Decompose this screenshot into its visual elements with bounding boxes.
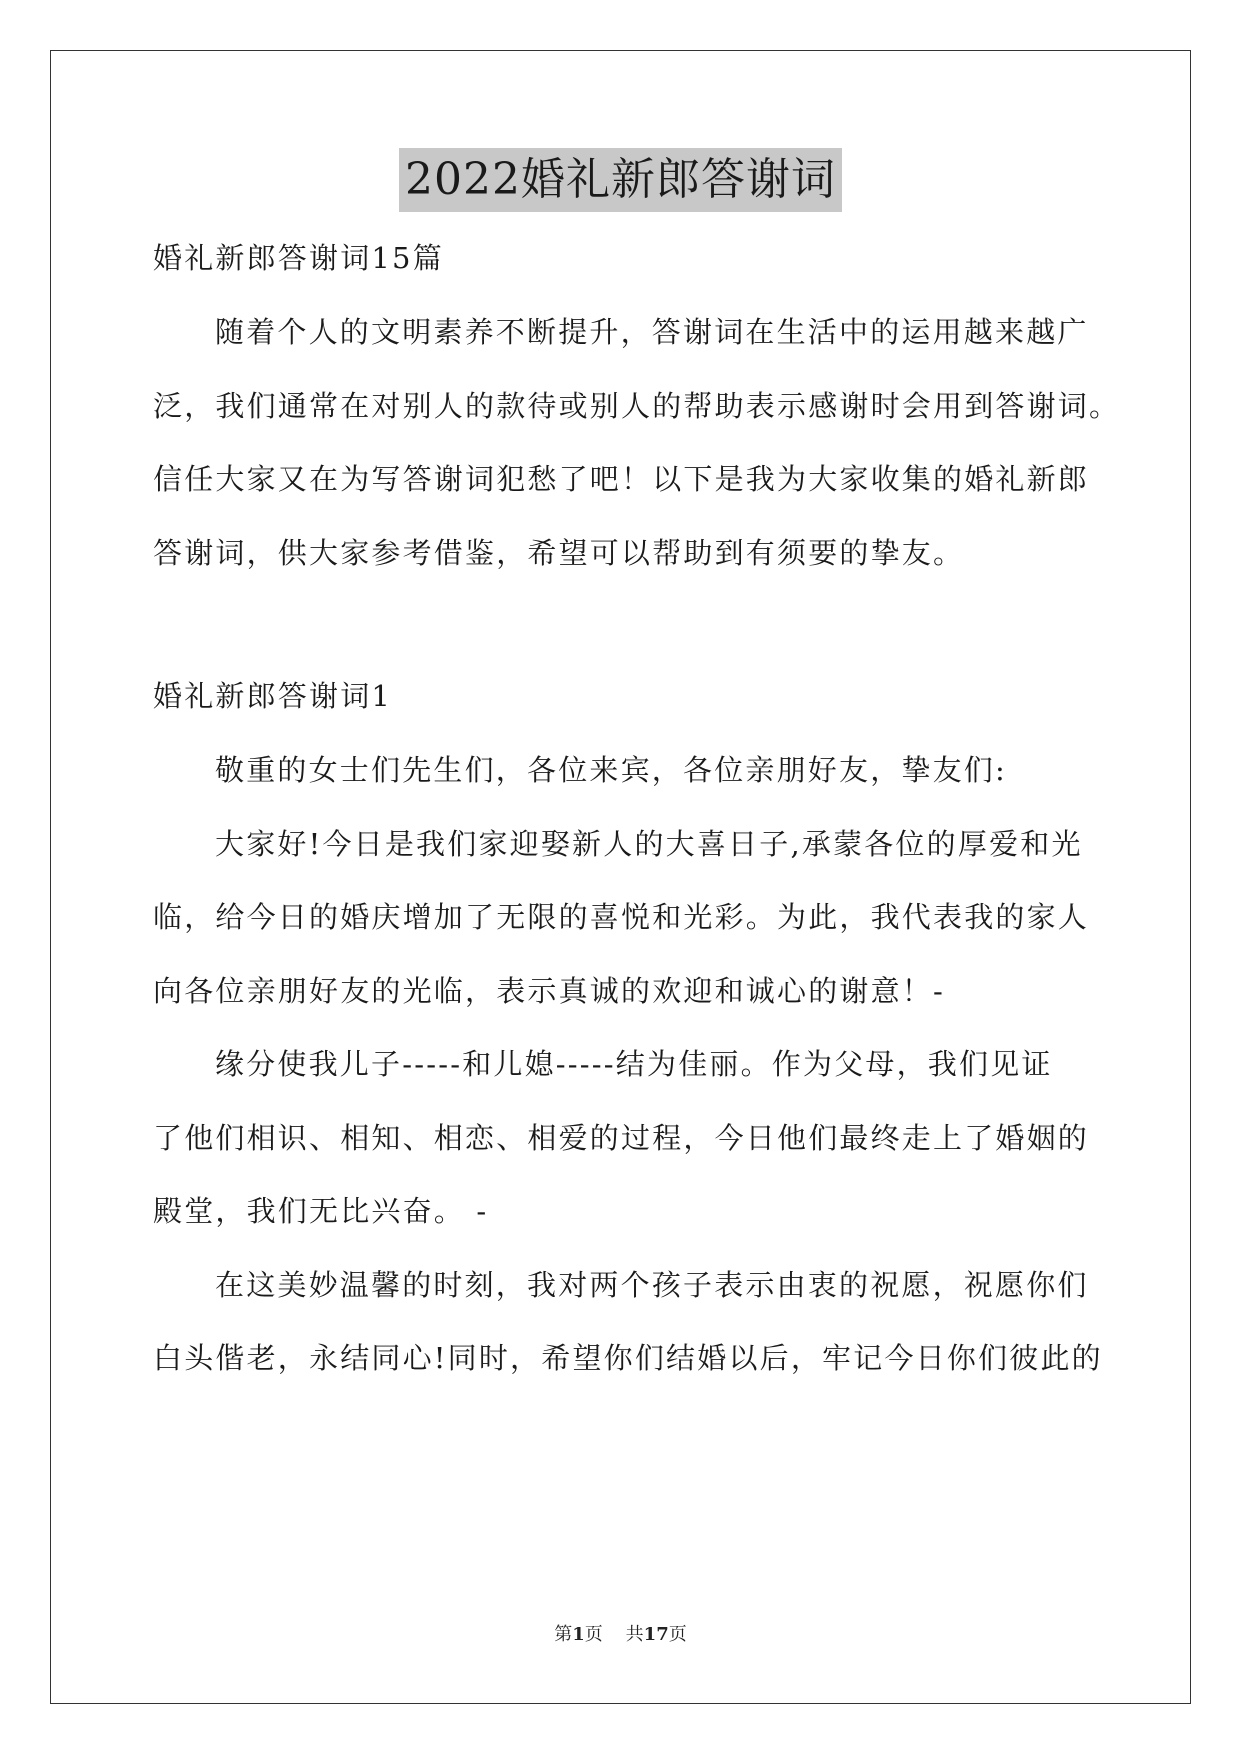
page-suffix: 页 — [584, 1624, 603, 1645]
section-heading: 婚礼新郎答谢词1 — [153, 679, 393, 713]
paragraph-line: 敬重的女士们先生们，各位来宾，各位亲朋好友，挚友们: — [215, 753, 1007, 787]
paragraph-line: 信任大家又在为写答谢词犯愁了吧！以下是我为大家收集的婚礼新郎 — [153, 462, 1090, 496]
paragraph-line: 泛，我们通常在对别人的款待或别人的帮助表示感谢时会用到答谢词。 — [153, 389, 1121, 423]
paragraph-line: 答谢词，供大家参考借鉴，希望可以帮助到有须要的挚友。 — [153, 536, 965, 570]
paragraph-line: 殿堂，我们无比兴奋。 - — [153, 1194, 489, 1228]
paragraph-line: 白头偕老，永结同心!同时，希望你们结婚以后，牢记今日你们彼此的 — [153, 1341, 1103, 1375]
paragraph-line: 缘分使我儿子-----和儿媳-----结为佳丽。作为父母，我们见证 — [215, 1047, 1053, 1081]
paragraph-line: 大家好!今日是我们家迎娶新人的大喜日子,承蒙各位的厚爱和光 — [215, 827, 1083, 861]
paragraph-line: 了他们相识、相知、相恋、相爱的过程，今日他们最终走上了婚姻的 — [153, 1121, 1090, 1155]
total-prefix: 共 — [625, 1624, 644, 1645]
paragraph-line: 随着个人的文明素养不断提升，答谢词在生活中的运用越来越广 — [215, 315, 1089, 349]
page-footer — [0, 1620, 1241, 1646]
total-pages: 17 — [643, 1624, 669, 1645]
paragraph-line: 向各位亲朋好友的光临，表示真诚的欢迎和诚心的谢意！- — [153, 974, 945, 1008]
subtitle: 婚礼新郎答谢词15篇 — [153, 241, 444, 275]
page-prefix: 第 — [554, 1624, 573, 1645]
page-border — [50, 50, 1191, 1704]
paragraph-line: 在这美妙温馨的时刻，我对两个孩子表示由衷的祝愿，祝愿你们 — [215, 1268, 1089, 1302]
page-number: 1 — [572, 1624, 585, 1645]
total-suffix: 页 — [668, 1624, 687, 1645]
paragraph-line: 临，给今日的婚庆增加了无限的喜悦和光彩。为此，我代表我的家人 — [153, 900, 1090, 934]
document-title: 2022婚礼新郎答谢词 — [399, 148, 842, 212]
title-container — [0, 148, 1241, 212]
